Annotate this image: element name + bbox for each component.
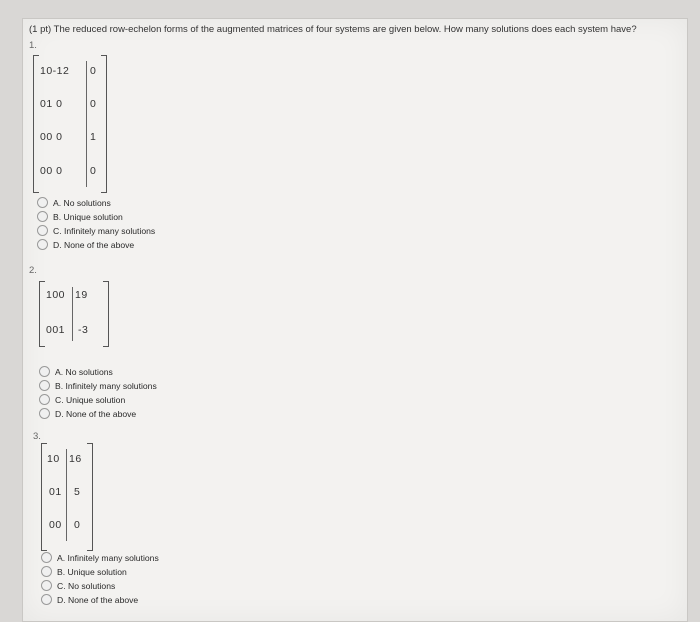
question-1-option-d-radio[interactable]: [37, 239, 48, 250]
matrix-1-row-4-const: 0: [90, 165, 97, 177]
question-3-option-b-label[interactable]: B. Unique solution: [57, 567, 127, 577]
question-3-matrix: [41, 443, 93, 551]
question-3-number: 3.: [33, 431, 41, 442]
question-3-option-c-label[interactable]: C. No solutions: [57, 581, 116, 591]
question-2-option-a-label[interactable]: A. No solutions: [55, 367, 113, 377]
question-1-option-c-label[interactable]: C. Infinitely many solutions: [53, 226, 156, 236]
question-1-option-a-label[interactable]: A. No solutions: [53, 198, 111, 208]
matrix-1-row-4-coeffs: 00 0: [40, 165, 63, 177]
question-2-option-a-radio[interactable]: [39, 366, 50, 377]
question-1-matrix: [33, 55, 107, 193]
question-1-number: 1.: [29, 40, 37, 51]
matrix-3-row-3-coeffs: 00: [49, 519, 62, 531]
question-3-option-b-radio[interactable]: [41, 566, 52, 577]
matrix-1-row-1-const: 0: [90, 65, 97, 77]
matrix-1-row-2-coeffs: 01 0: [40, 98, 63, 110]
matrix-3-row-1-const: 16: [69, 453, 82, 465]
matrix-1-row-2-const: 0: [90, 98, 97, 110]
augment-divider: [66, 449, 67, 541]
question-3-option-d-radio[interactable]: [41, 594, 52, 605]
question-3-option-c-radio[interactable]: [41, 580, 52, 591]
question-3-option-d-label[interactable]: D. None of the above: [57, 595, 139, 605]
question-2-option-c-radio[interactable]: [39, 394, 50, 405]
question-1-option-a-radio[interactable]: [37, 197, 48, 208]
question-2-option-b-radio[interactable]: [39, 380, 50, 391]
matrix-3-row-1-coeffs: 10: [47, 453, 60, 465]
question-2-number: 2.: [29, 265, 37, 276]
matrix-3-row-3-const: 0: [74, 519, 81, 531]
problem-page: [22, 18, 688, 622]
matrix-1-row-3-coeffs: 00 0: [40, 131, 63, 143]
question-3-option-a-label[interactable]: A. Infinitely many solutions: [57, 553, 159, 563]
question-1-option-c-radio[interactable]: [37, 225, 48, 236]
matrix-1-row-3-const: 1: [90, 131, 97, 143]
question-2-option-b-label[interactable]: B. Infinitely many solutions: [55, 381, 157, 391]
question-1-option-b-radio[interactable]: [37, 211, 48, 222]
question-1-option-b-label[interactable]: B. Unique solution: [53, 212, 123, 222]
question-2-option-d-radio[interactable]: [39, 408, 50, 419]
matrix-2-row-2-coeffs: 001: [46, 324, 66, 336]
question-2-matrix: [39, 281, 109, 347]
matrix-2-row-1-coeffs: 100: [46, 289, 66, 301]
matrix-3-row-2-const: 5: [74, 486, 81, 498]
matrix-2-row-1-const: 19: [75, 289, 88, 301]
question-3-option-a-radio[interactable]: [41, 552, 52, 563]
question-1-option-d-label[interactable]: D. None of the above: [53, 240, 135, 250]
question-2-option-c-label[interactable]: C. Unique solution: [55, 395, 126, 405]
matrix-1-row-1-coeffs: 10-12: [40, 65, 70, 77]
problem-prompt: (1 pt) The reduced row-echelon forms of the augmented matrices of four systems are given below. How many solutions does each system have?: [29, 24, 637, 35]
question-2-option-d-label[interactable]: D. None of the above: [55, 409, 137, 419]
augment-divider: [86, 61, 87, 187]
matrix-3-row-2-coeffs: 01: [49, 486, 62, 498]
augment-divider: [72, 287, 73, 341]
matrix-2-row-2-const: -3: [78, 324, 89, 336]
